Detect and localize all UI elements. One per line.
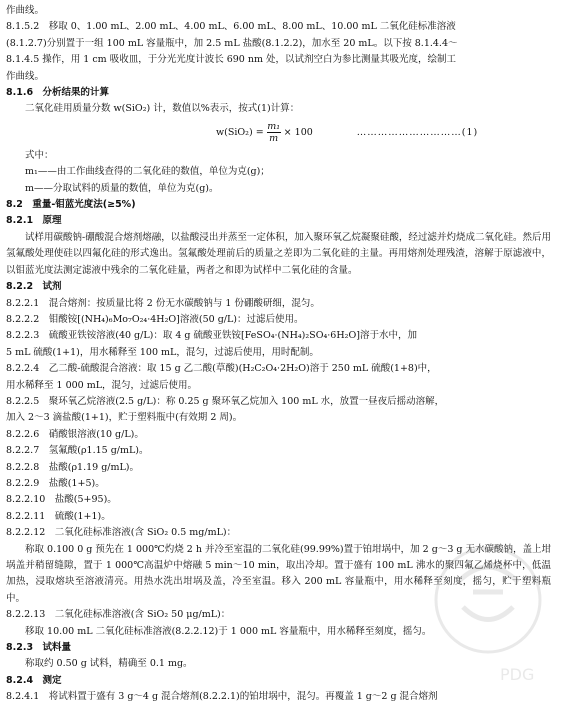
- reagent-item: 8.2.2.7 氢氟酸(ρ1.15 g/mL)。: [6, 445, 149, 457]
- equation-1: [6, 120, 551, 146]
- reagent-item-continued: 用水稀释至 1 000 mL，混匀，过滤后使用。: [6, 379, 198, 391]
- procedure-item: 8.2.4.1 将试料置于盛有 3 g～4 g 混合熔剂(8.2.2.1)的铂坩埚中，混匀。再覆盖 1 g～2 g 混合熔剂: [6, 691, 438, 703]
- text-line: 二氧化硅用质量分数 w(SiO₂) 计，数值以%表示，按式(1)计算：: [25, 103, 300, 115]
- equation-number: …………………………(1): [356, 126, 479, 138]
- text-line: 8.1.4.5 操作，用 1 cm 吸收皿，于分光光度计波长 690 nm 处，以试剂空白为参比测量其吸光度，绘制工: [6, 54, 457, 66]
- text-line: 式中：: [25, 149, 54, 161]
- fraction-denominator: m: [269, 133, 279, 145]
- reagent-item: 8.2.2.3 硫酸亚铁铵溶液(40 g/L)：取 4 g 硫酸亚铁铵[FeSO₄·(NH₄)₂SO₄·6H₂O]溶于水中，加: [6, 330, 417, 342]
- equation-lhs: w(SiO₂) =: [216, 126, 264, 138]
- text-line: 作曲线。: [6, 70, 45, 82]
- equation-rhs: × 100: [283, 126, 313, 138]
- reagent-item: 8.2.2.6 硝酸银溶液(10 g/L)。: [6, 428, 144, 440]
- reagent-item: 8.2.2.4 乙二酸-硫酸混合溶液：取 15 g 乙二酸(草酸)(H₂C₂O₄·2H₂O)溶于 250 mL 硫酸(1+8)中，: [6, 363, 437, 375]
- watermark-label: PDG: [500, 665, 535, 684]
- standard-solution-paragraph: 称取 0.100 0 g 预先在 1 000℃灼烧 2 h 并冷至室温的二氧化硅(99.99%)置于铂坩埚中，加 2 g～3 g 无水碳酸钠，盖上坩埚盖并稍留缝隙，置于 1 000℃高温炉中熔融 5 min～10 min，取出冷却。置于盛有 100 mL 沸水的聚四氟乙烯烧杯中，低温加热，浸取熔块至溶液清亮。用热水洗出坩埚及盖，冷至室温。移入 200 mL 容量瓶中，用水稀释至刻度，摇匀，贮于塑料瓶中。: [6, 543, 551, 604]
- symbol-definition: m₁——由工作曲线查得的二氧化硅的数值，单位为克(g)；: [25, 166, 270, 178]
- section-heading-8-2: 8.2 重量-钼蓝光度法(≥5%): [6, 199, 136, 211]
- reagent-item: 8.2.2.11 硫酸(1+1)。: [6, 510, 111, 522]
- reagent-item: 8.2.2.13 二氧化硅标准溶液(含 SiO₂ 50 μg/mL)：: [6, 609, 231, 621]
- fraction-numerator: m₁: [267, 121, 281, 133]
- reagent-item: 8.2.2.8 盐酸(ρ1.19 g/mL)。: [6, 461, 140, 473]
- reagent-item: 8.2.2.2 钼酸铵[(NH₄)₆Mo₇O₂₄·4H₂O]溶液(50 g/L)：过滤后使用。: [6, 313, 304, 325]
- text-line: (8.1.2.7)分别置于一组 100 mL 容量瓶中，加 2.5 mL 盐酸(8.1.2.2)，加水至 20 mL。以下按 8.1.4.4～: [6, 37, 458, 49]
- section-heading-8-2-2: 8.2.2 试剂: [6, 281, 62, 293]
- section-heading-8-2-4: 8.2.4 测定: [6, 674, 62, 686]
- text-line: 作曲线。: [6, 5, 45, 16]
- section-heading-8-2-1: 8.2.1 原理: [6, 215, 62, 227]
- reagent-item: 8.2.2.12 二氧化硅标准溶液(含 SiO₂ 0.5 mg/mL)：: [6, 527, 237, 539]
- symbol-definition: m——分取试料的质量的数值，单位为克(g)。: [25, 182, 219, 194]
- text-line: 移取 10.00 mL 二氧化硅标准溶液(8.2.2.12)于 1 000 mL 容量瓶中，用水稀释至刻度，摇匀。: [25, 625, 432, 637]
- text-line: 8.1.5.2 移取 0、1.00 mL、2.00 mL、4.00 mL、6.00 mL、8.00 mL、10.00 mL 二氧化硅标准溶液: [6, 21, 456, 33]
- section-heading-8-2-3: 8.2.3 试料量: [6, 642, 72, 654]
- reagent-item: 8.2.2.9 盐酸(1+5)。: [6, 477, 105, 489]
- reagent-item-continued: 加入 2～3 滴盐酸(1+1)，贮于塑料瓶中(有效期 2 周)。: [6, 412, 243, 424]
- principle-paragraph: 试样用碳酸钠-硼酸混合熔剂熔融，以盐酸浸出并蒸至一定体积，加入聚环氧乙烷凝聚硅酸，经过滤并灼烧成二氧化硅。然后用氢氟酸处理使硅以四氟化硅的形式逸出。氢氟酸处理前后的质量之差即为二氧化硅的主量。再用熔剂处理残渣，溶解于原滤液中，以钼蓝光度法测定滤液中残余的二氧化硅量，两者之和即为试样中二氧化硅的含量。: [6, 231, 551, 276]
- reagent-item-continued: 5 mL 硫酸(1+1)，用水稀释至 100 mL，混匀，过滤后使用，用时配制。: [6, 346, 319, 358]
- reagent-item: 8.2.2.10 盐酸(5+95)。: [6, 494, 117, 506]
- text-line: 称取约 0.50 g 试料，精确至 0.1 mg。: [25, 658, 193, 670]
- reagent-item: 8.2.2.5 聚环氧乙烷溶液(2.5 g/L)：称 0.25 g 聚环氧乙烷加入 100 mL 水，放置一昼夜后摇动溶解，: [6, 395, 445, 407]
- section-heading-8-1-6: 8.1.6 分析结果的计算: [6, 87, 110, 99]
- equation-fraction: [267, 121, 281, 144]
- reagent-item: 8.2.2.1 混合熔剂：按质量比将 2 份无水碳酸钠与 1 份硼酸研细，混匀。: [6, 297, 320, 309]
